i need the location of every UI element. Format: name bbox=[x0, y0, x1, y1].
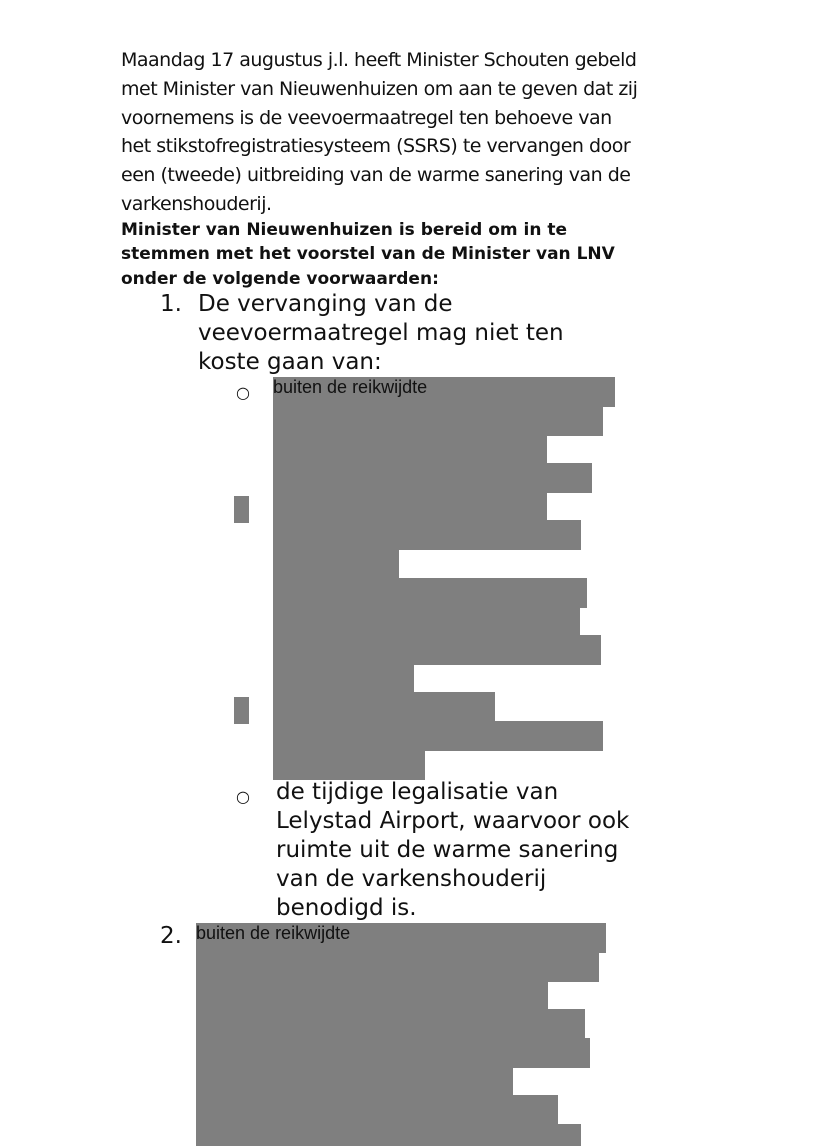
item2-number: 2. bbox=[160, 923, 182, 949]
item1-number: 1. bbox=[160, 291, 182, 317]
intro-paragraph bbox=[121, 46, 641, 291]
redaction-label: buiten de reikwijdte bbox=[196, 923, 351, 943]
conditions-heading: Minister van Nieuwenhuizen is bereid om in te stemmen met het voorstel van de Minister van LNV onder de volgende voorwaarden: bbox=[121, 219, 615, 289]
bullet-circle-icon: ○ bbox=[236, 787, 250, 806]
item1-text: De vervanging van de veevoermaatregel mag niet ten koste gaan van: bbox=[198, 291, 564, 375]
intro-text: Maandag 17 augustus j.l. heeft Minister Schouten gebeld met Minister van Nieuwenhuizen om aan te geven dat zij voornemens is de veevoermaatregel ten behoeve van het stikstofregistratiesysteem (SSRS) te vervangen door een (tweede) uitbreiding van de warme sanering van de varkenshouderij. bbox=[121, 49, 638, 215]
redaction-label: buiten de reikwijdte bbox=[273, 377, 428, 397]
bullet2-text: de tijdige legalisatie van Lelystad Airport, waarvoor ook ruimte uit de warme sanering van de varkenshouderij benodigd is. bbox=[276, 779, 630, 921]
bullet-circle-icon: ○ bbox=[236, 383, 250, 402]
